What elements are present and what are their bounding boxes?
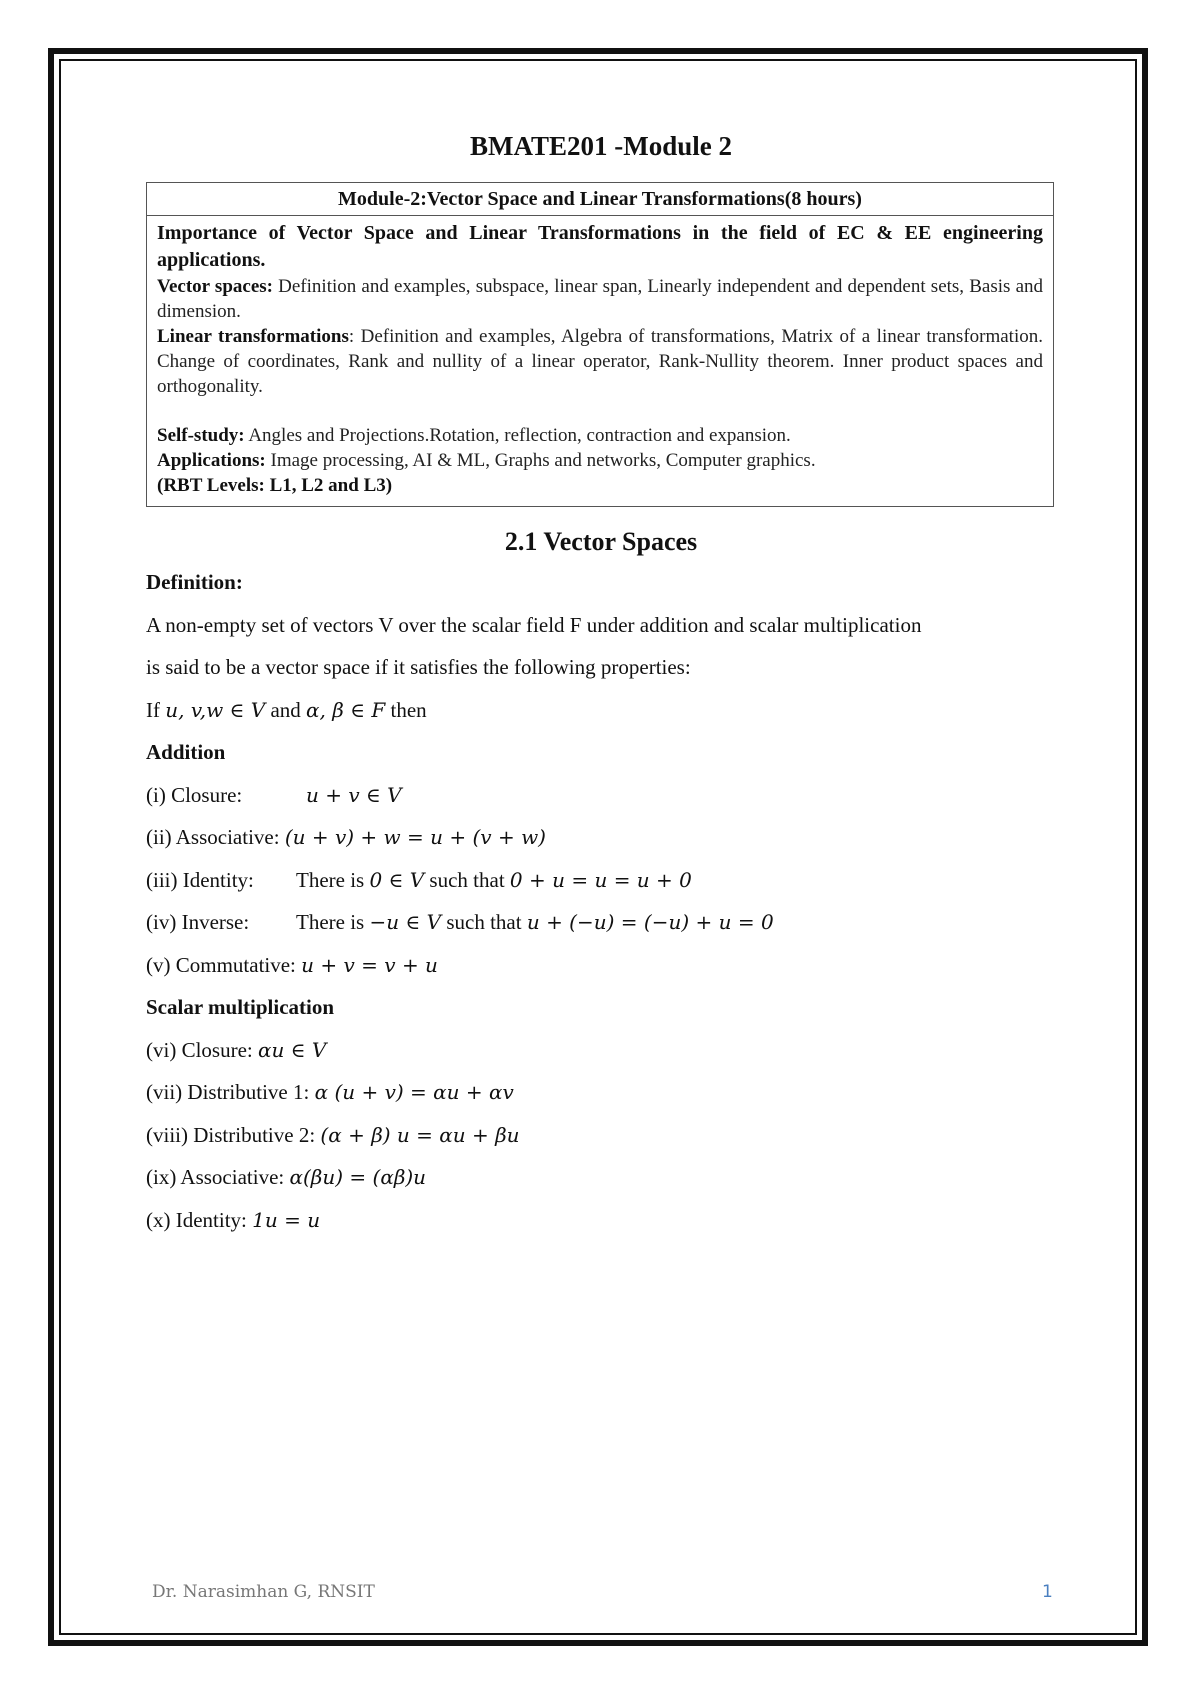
axiom-label: (viii) Distributive 2: — [146, 1122, 316, 1147]
footer-author: Dr. Narasimhan G, RNSIT — [152, 1582, 375, 1602]
axiom-formula: u + v ∈ V — [306, 782, 402, 807]
section-title: 2.1 Vector Spaces — [504, 527, 698, 556]
axiom-text: such that — [429, 867, 505, 892]
axiom-associative-scalar — [146, 1156, 1056, 1199]
axiom-formula: u + v = v + u — [301, 952, 438, 977]
axiom-label: (ii) Associative: — [146, 825, 280, 849]
linear-transformations-text: : Definition and examples, Algebra of transformations, Matrix of a linear transformation. Change of coordinates, Rank and nullity of a linear operator, Rank-Nullity theorem. Inner product spaces and orthogonality. — [157, 326, 1043, 397]
condition-math-vectors: u, v,w ∈ V — [165, 697, 266, 722]
footer-page-number: 1 — [1042, 1582, 1053, 1602]
axiom-closure-addition — [146, 774, 1056, 817]
vector-spaces-label: Vector spaces: — [157, 276, 273, 297]
axiom-closure-scalar — [146, 1029, 1056, 1072]
syllabus-applications — [157, 448, 1043, 473]
addition-heading-line — [146, 731, 1056, 774]
self-study-text: Angles and Projections.Rotation, reflection, contraction and expansion. — [248, 425, 791, 446]
definition-line-1: A non-empty set of vectors V over the scalar field F under addition and scalar multiplication — [146, 612, 922, 637]
axiom-text: There is — [296, 867, 365, 892]
syllabus-rbt-levels — [157, 473, 1043, 498]
axiom-formula: −u ∈ V — [369, 910, 442, 934]
axiom-formula: α (u + v) = αu + αv — [314, 1080, 514, 1104]
axiom-formula: 0 + u = u = u + 0 — [509, 867, 692, 892]
condition-prefix: If — [146, 697, 160, 722]
axiom-text: There is — [296, 910, 365, 934]
axiom-label: (iv) Inverse: — [146, 910, 250, 934]
axiom-text: such that — [446, 910, 522, 934]
syllabus-header: Module-2:Vector Space and Linear Transformations(8 hours) — [147, 183, 1054, 216]
axiom-formula: (u + v) + w = u + (v + w) — [284, 825, 546, 849]
self-study-label: Self-study: — [157, 425, 245, 446]
syllabus-vector-spaces — [157, 274, 1043, 324]
axiom-label: (ix) Associative: — [146, 1165, 285, 1189]
axiom-formula: 1u = u — [252, 1207, 321, 1232]
definition-line-2: is said to be a vector space if it satisfies the following properties: — [146, 655, 691, 679]
scalar-multiplication-heading: Scalar multiplication — [146, 995, 335, 1019]
condition-line — [146, 689, 1056, 732]
syllabus-linear-transformations — [157, 324, 1043, 399]
condition-and: and — [270, 697, 301, 722]
axiom-formula: α(βu) = (αβ)u — [289, 1165, 427, 1189]
applications-text: Image processing, AI & ML, Graphs and networks, Computer graphics. — [270, 450, 816, 471]
syllabus-body — [147, 216, 1054, 507]
axiom-label: (vii) Distributive 1: — [146, 1080, 310, 1104]
applications-label: Applications: — [157, 450, 266, 471]
scalar-heading-line — [146, 986, 1056, 1029]
condition-suffix: then — [390, 697, 427, 722]
syllabus-body-row — [147, 216, 1054, 507]
rbt-levels-text: (RBT Levels: L1, L2 and L3) — [157, 475, 393, 496]
addition-heading: Addition — [146, 740, 226, 764]
axiom-identity-scalar — [146, 1199, 1056, 1242]
definition-label-line — [146, 561, 1056, 604]
condition-math-scalars: α, β ∈ F — [306, 697, 386, 722]
axiom-associative-addition — [146, 816, 1056, 859]
syllabus-importance — [157, 220, 1043, 274]
axiom-distributive-2 — [146, 1114, 1056, 1157]
importance-text: Importance of Vector Space and Linear Transformations in the field of EC & EE engineering applications. — [157, 222, 1043, 271]
axiom-formula: u + (−u) = (−u) + u = 0 — [526, 910, 774, 934]
axiom-label: (i) Closure: — [146, 782, 243, 807]
axiom-identity-addition — [146, 859, 1056, 902]
axiom-label: (x) Identity: — [146, 1207, 247, 1232]
syllabus-self-study — [157, 423, 1043, 448]
linear-transformations-label: Linear transformations — [157, 326, 349, 347]
axiom-distributive-1 — [146, 1071, 1056, 1114]
document-title: BMATE201 -Module 2 — [470, 131, 732, 161]
axiom-formula: αu ∈ V — [257, 1037, 327, 1062]
axiom-formula: 0 ∈ V — [369, 867, 425, 892]
page-content — [146, 128, 1056, 1241]
axiom-inverse-addition — [146, 901, 1056, 944]
axiom-label: (v) Commutative: — [146, 952, 296, 977]
axiom-label: (vi) Closure: — [146, 1037, 253, 1062]
axiom-label: (iii) Identity: — [146, 867, 254, 892]
definition-label: Definition: — [146, 570, 243, 594]
vector-spaces-text: Definition and examples, subspace, linear span, Linearly independent and dependent sets, Basis and dimension. — [157, 276, 1043, 322]
syllabus-spacer — [157, 399, 1043, 423]
syllabus-header-row — [147, 183, 1054, 216]
axiom-commutative-addition — [146, 944, 1056, 987]
axiom-formula: (α + β) u = αu + βu — [320, 1122, 520, 1147]
syllabus-table — [146, 182, 1054, 507]
